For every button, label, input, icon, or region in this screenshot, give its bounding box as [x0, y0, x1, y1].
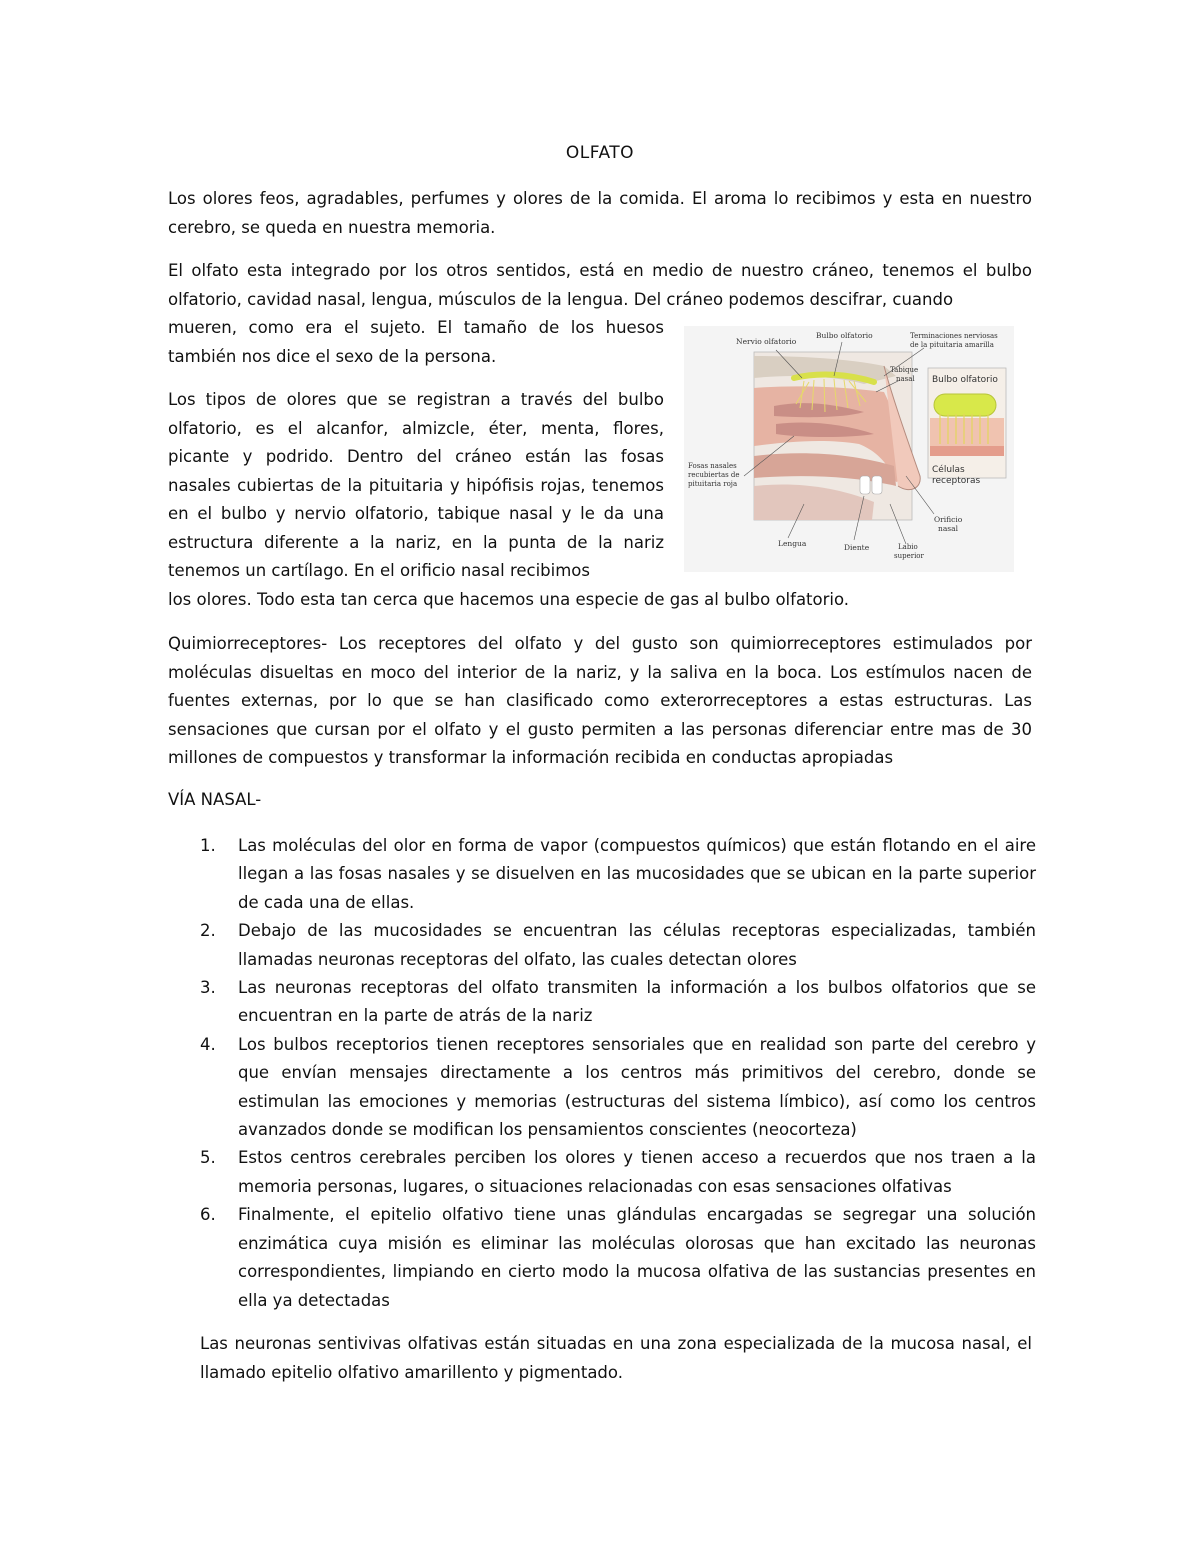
list-item	[200, 832, 1036, 917]
list-item	[200, 1201, 1036, 1315]
steps-list	[200, 832, 1036, 1315]
paragraph-integration: El olfato esta integrado por los otros sentidos, está en medio de nuestro cráneo, tenemos el bulbo olfatorio, cavidad nasal, lengua, músculos de la lengua. Del cráneo podemos descifrar, cuando	[168, 261, 1032, 309]
list-number: 3.	[200, 978, 216, 998]
label-tabique-1: Tabique	[890, 366, 919, 374]
list-item-text: Las moléculas del olor en forma de vapor (compuestos químicos) que están flotando en el aire llegan a las fosas nasales y se disuelven en las mucosidades que se ubican en la parte superior de cada una de ellas.	[238, 836, 1036, 912]
paragraph-odor-types: Los tipos de olores que se registran a través del bulbo olfatorio, es el alcanfor, almizcle, éter, menta, flores, picante y podrido. Dentro del cráneo están las fosas nasales cubiertas de la pituitaria y hipófisis rojas, tenemos en el bulbo y nervio olfatorio, tabique nasal y le da una estructura diferente a la nariz, en la punta de la nariz tenemos un cartílago. En el orificio nasal recibimos	[168, 390, 664, 580]
paragraph-odor-types-cont: los olores. Todo esta tan cerca que hacemos una especie de gas al bulbo olfatorio.	[168, 590, 850, 609]
paragraph-chemoreceptors: Quimiorreceptores- Los receptores del olfato y del gusto son quimiorreceptores estimulados por moléculas disueltas en moco del interior de la nariz, y la saliva en la boca. Los estímulos nacen de fuentes externas, por lo que se han clasificado como exterorreceptores a estas estructuras. Las sensaciones que cursan por el olfato y el gusto permiten a las personas diferenciar entre mas de 30 millones de compuestos y transformar la información recibida en conductas apropiadas	[168, 634, 1032, 767]
list-number: 6.	[200, 1205, 216, 1225]
list-item-text: Estos centros cerebrales perciben los olores y tienen acceso a recuerdos que nos traen a la memoria personas, lugares, o situaciones relacionadas con esas sensaciones olfativas	[238, 1148, 1036, 1196]
label-terminaciones-1: Terminaciones nerviosas	[910, 332, 998, 340]
label-labio-2: superior	[894, 552, 924, 560]
label-lengua: Lengua	[778, 539, 807, 548]
label-terminaciones-2: de la pituitaria amarilla	[910, 341, 994, 349]
section-title-via-nasal: VÍA NASAL-	[168, 790, 262, 809]
paragraph-intro: Los olores feos, agradables, perfumes y olores de la comida. El aroma lo recibimos y esta en nuestro cerebro, se queda en nuestra memoria.	[168, 189, 1032, 237]
label-nervio-olfatorio: Nervio olfatorio	[736, 337, 797, 346]
label-celulas-1: Células	[932, 465, 965, 475]
list-number: 2.	[200, 921, 216, 941]
olfactory-anatomy-figure	[684, 326, 1014, 572]
label-tabique-2: nasal	[896, 375, 915, 383]
paragraph-closing: Las neuronas sentivivas olfativas están situadas en una zona especializada de la mucosa nasal, el llamado epitelio olfativo amarillento y pigmentado.	[200, 1334, 1032, 1382]
label-fosas-1: Fosas nasales	[688, 462, 737, 470]
list-item	[200, 1031, 1036, 1145]
list-number: 1.	[200, 836, 216, 855]
page-title: OLFATO	[565, 143, 635, 163]
paragraph-integration-cont: mueren, como era el sujeto. El tamaño de los huesos también nos dice el sexo de la persona.	[168, 318, 664, 366]
label-bulbo-inset: Bulbo olfatorio	[932, 375, 998, 385]
label-orificio-1: Orificio	[934, 515, 963, 524]
list-item-text: Los bulbos receptorios tienen receptores sensoriales que en realidad son parte del cerebro y que envían mensajes directamente a los centros más primitivos del cerebro, donde se estimulan las emociones y memorias (estructuras del sistema límbico), así como los centros avanzados donde se modifican los pensamientos conscientes (neocorteza)	[238, 1034, 1036, 1140]
list-item-text: Debajo de las mucosidades se encuentran las células receptoras especializadas, también llamadas neuronas receptoras del olfato, las cuales detectan olores	[238, 921, 1036, 969]
label-diente: Diente	[844, 543, 870, 552]
list-number: 4.	[200, 1034, 216, 1054]
label-fosas-3: pituitaria roja	[688, 480, 738, 488]
label-bulbo-olfatorio: Bulbo olfatorio	[816, 331, 873, 340]
label-celulas-2: receptoras	[932, 476, 981, 486]
list-item-text: Las neuronas receptoras del olfato transmiten la información a los bulbos olfatorios que se encuentran en la parte de atrás de la nariz	[238, 978, 1036, 1026]
label-fosas-2: recubiertas de	[688, 471, 740, 479]
list-item	[200, 1144, 1036, 1201]
label-orificio-2: nasal	[938, 524, 959, 533]
list-item	[200, 974, 1036, 1031]
olfactory-anatomy-illustration	[684, 326, 1014, 572]
list-item-text: Finalmente, el epitelio olfativo tiene unas glándulas encargadas se segregar una solución enzimática cuya misión es eliminar las moléculas olorosas que han excitado las neuronas correspondientes, limpiando en cierto modo la mucosa olfativa de las sustancias presentes en ella ya detectadas	[238, 1205, 1036, 1310]
list-number: 5.	[200, 1148, 216, 1168]
label-labio-1: Labio	[898, 543, 918, 551]
list-item	[200, 917, 1036, 974]
